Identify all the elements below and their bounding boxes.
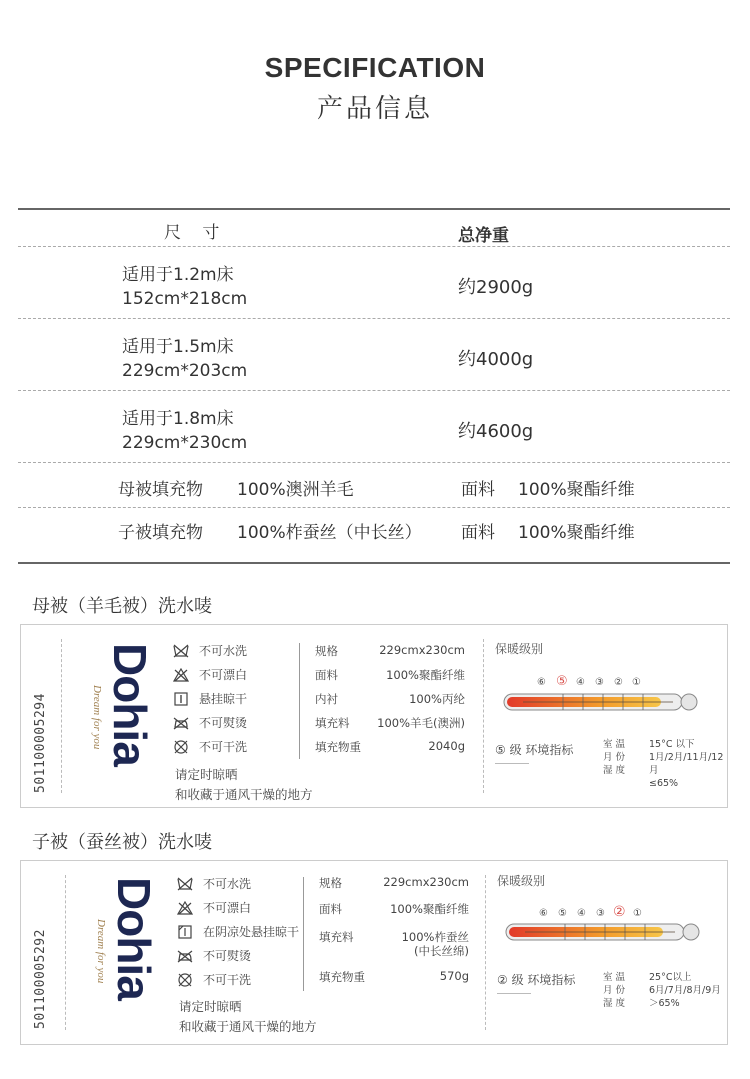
no-iron-icon [173, 716, 189, 730]
care-note-line: 和收藏于通风干燥的地方 [179, 1019, 317, 1034]
env-key: 月 份 [603, 985, 626, 996]
env-values [649, 971, 727, 1010]
label-section-title: 子被（蚕丝被）洗水唛 [32, 832, 212, 853]
fill-value: 100%柞蚕丝（中长丝） [237, 523, 422, 543]
fill-row [18, 508, 730, 564]
spec-table [18, 208, 730, 564]
care-item [173, 666, 247, 683]
env-key: 湿 度 [603, 765, 626, 776]
spec-key: 填充料 [319, 930, 354, 944]
env-title: ② 级 环境指标 [497, 973, 576, 987]
barcode-number: 501100005294 [33, 693, 48, 793]
env-values [649, 738, 727, 790]
spec-key: 面料 [319, 902, 342, 916]
warmth-title: 保暖级别 [495, 642, 544, 656]
warmth-scale-5: ⑤ [558, 908, 567, 919]
barcode-number: 501100005292 [33, 929, 48, 1029]
spec-value: 100%聚酯纤维 [390, 902, 469, 916]
spec-value-extra: (中长丝绵) [414, 944, 469, 958]
care-text: 不可漂白 [199, 668, 248, 682]
no-bleach-icon [177, 901, 193, 915]
env-key: 室 温 [603, 739, 626, 750]
care-text: 不可水洗 [199, 644, 248, 658]
fill-row [18, 463, 730, 508]
net-weight: 约4600g [458, 421, 534, 442]
spec-key: 填充物重 [319, 970, 365, 984]
spec-value: 229cmx230cm [379, 643, 465, 657]
fill-label: 母被填充物 [118, 480, 203, 500]
env-value: ≤65% [649, 778, 679, 789]
thermometer-icon [505, 921, 705, 943]
spec-value: 2040g [428, 739, 465, 753]
warmth-scale-5: ⑤ [556, 674, 568, 689]
warmth-scale-1: ① [632, 677, 641, 688]
page-title-cn: 产品信息 [316, 94, 433, 124]
no-wash-icon [177, 877, 193, 891]
no-wash-icon [173, 644, 189, 658]
net-weight: 约2900g [458, 277, 534, 298]
care-text: 不可熨烫 [203, 949, 252, 963]
env-title: ⑤ 级 环境指标 [495, 743, 574, 757]
care-note-line: 请定时晾晒 [175, 767, 238, 782]
brand-tagline: Dream for you [95, 919, 107, 984]
env-key: 室 温 [603, 972, 626, 983]
warmth-scale-4: ④ [576, 677, 585, 688]
care-text: 不可水洗 [203, 877, 252, 891]
care-item [177, 923, 299, 940]
warmth-scale-1: ① [633, 908, 642, 919]
care-item [173, 642, 247, 659]
col-weight-header: 总净重 [458, 226, 509, 246]
care-note [175, 765, 313, 805]
care-text: 在阴凉处悬挂晾干 [203, 925, 300, 939]
fill-label: 子被填充物 [118, 523, 203, 543]
spec-key: 面料 [315, 668, 338, 682]
env-keys [603, 738, 643, 777]
env-value: ＞65% [649, 998, 680, 1009]
col-size-header: 尺 寸 [164, 223, 228, 243]
fabric-label: 面料 [461, 480, 495, 500]
spec-key: 内衬 [315, 692, 338, 706]
care-text: 不可漂白 [203, 901, 252, 915]
spec-key: 填充料 [315, 716, 350, 730]
spec-key: 规格 [319, 876, 342, 890]
warmth-scale-4: ④ [577, 908, 586, 919]
no-iron-icon [177, 949, 193, 963]
env-value: 15°C 以下 [649, 739, 695, 750]
warmth-scale-3: ③ [596, 908, 605, 919]
care-text: 不可干洗 [199, 740, 248, 754]
care-text: 悬挂晾干 [199, 692, 248, 706]
spec-value: 570g [439, 969, 469, 983]
no-dry-clean-icon [173, 740, 189, 754]
table-row [18, 319, 730, 391]
thermometer-icon [503, 691, 703, 713]
table-row [18, 391, 730, 463]
warmth-title: 保暖级别 [497, 874, 546, 888]
env-keys [603, 971, 643, 1010]
care-item [173, 690, 247, 707]
warmth-scale-2: ② [613, 904, 626, 920]
care-text: 不可干洗 [203, 973, 252, 987]
brand-tagline: Dream for you [91, 685, 103, 750]
care-item [177, 947, 251, 964]
care-label-wool [20, 624, 728, 808]
env-value: 1月/2月/11月/12月 [649, 752, 724, 776]
spec-value: 229cmx230cm [383, 875, 469, 889]
shade-hang-dry-icon [177, 925, 193, 939]
env-key: 湿 度 [603, 998, 626, 1009]
care-item [173, 738, 247, 755]
spec-value: 100%丙纶 [409, 692, 465, 706]
fill-value: 100%澳洲羊毛 [237, 480, 354, 500]
env-value: 6月/7月/8月/9月 [649, 985, 721, 996]
bed-size: 适用于1.8m床 [122, 409, 234, 429]
env-key: 月 份 [603, 752, 626, 763]
fabric-value: 100%聚酯纤维 [518, 480, 635, 500]
fabric-value: 100%聚酯纤维 [518, 523, 635, 543]
net-weight: 约4000g [458, 349, 534, 370]
spec-value: 100%羊毛(澳洲) [377, 716, 465, 730]
warmth-scale-3: ③ [595, 677, 604, 688]
spec-key: 规格 [315, 644, 338, 658]
no-dry-clean-icon [177, 973, 193, 987]
brand-logo: Dohia [108, 877, 160, 1000]
dimensions: 229cm*203cm [122, 361, 248, 381]
bed-size: 适用于1.2m床 [122, 265, 234, 285]
care-note [179, 997, 317, 1037]
spec-table-header [18, 210, 730, 247]
care-note-line: 请定时晾晒 [179, 999, 242, 1014]
warmth-scale-6: ⑥ [537, 677, 546, 688]
care-item [177, 971, 251, 988]
care-note-line: 和收藏于通风干燥的地方 [175, 787, 313, 802]
spec-value: 100%聚酯纤维 [386, 668, 465, 682]
label-section-title: 母被（羊毛被）洗水唛 [32, 596, 212, 617]
page-title-en: SPECIFICATION [264, 52, 486, 83]
dimensions: 229cm*230cm [122, 433, 248, 453]
care-text: 不可熨烫 [199, 716, 248, 730]
table-row [18, 247, 730, 319]
fabric-label: 面料 [461, 523, 495, 543]
env-value: 25°C以上 [649, 972, 692, 983]
care-item [173, 714, 247, 731]
care-item [177, 899, 251, 916]
warmth-scale-6: ⑥ [539, 908, 548, 919]
no-bleach-icon [173, 668, 189, 682]
care-label-silk [20, 860, 728, 1045]
spec-value: 100%柞蚕丝 [401, 930, 469, 944]
warmth-scale-2: ② [614, 677, 623, 688]
dimensions: 152cm*218cm [122, 289, 248, 309]
care-item [177, 875, 251, 892]
spec-key: 填充物重 [315, 740, 361, 754]
hang-dry-icon [173, 692, 189, 706]
brand-logo: Dohia [104, 643, 156, 766]
bed-size: 适用于1.5m床 [122, 337, 234, 357]
